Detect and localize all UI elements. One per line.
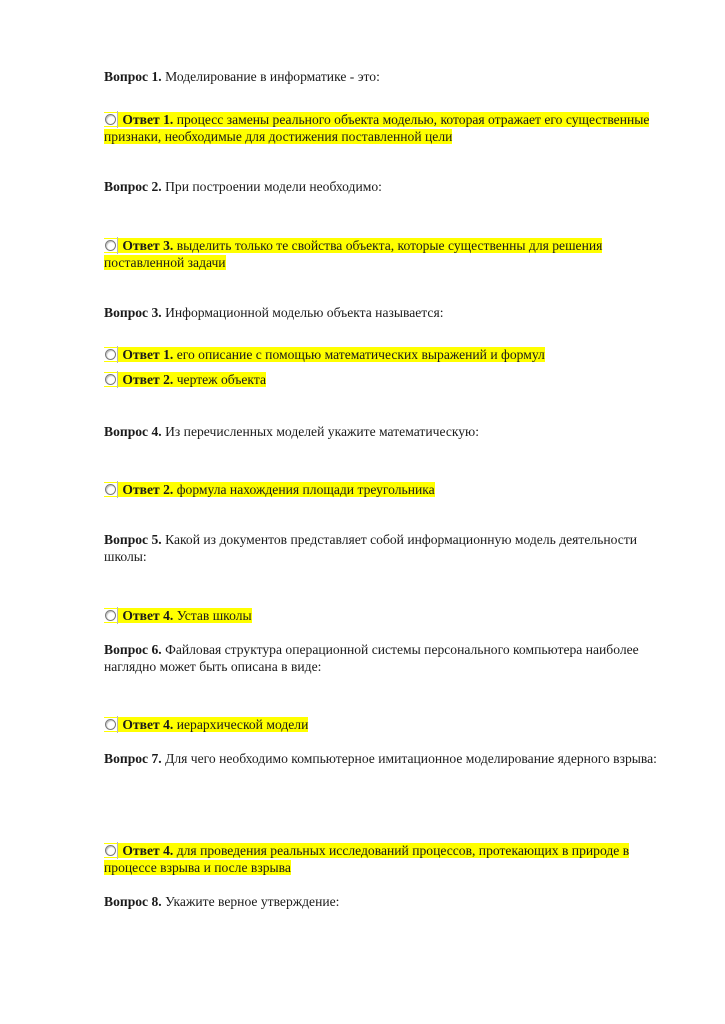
radio-button-icon[interactable] (104, 609, 117, 622)
answer-text: его описание с помощью математических выражений и формул (176, 347, 545, 362)
question-text: Для чего необходимо компьютерное имитационное моделирование ядерного взрыва: (165, 751, 657, 766)
answer-3-2 (104, 371, 674, 388)
answer-7-1 (104, 842, 674, 876)
answer-label: Ответ 2. (122, 372, 174, 387)
answer-2-1 (104, 237, 674, 271)
question-1 (104, 68, 674, 85)
answer-text: Устав школы (176, 608, 252, 623)
answer-text: для проведения реальных исследований процессов, протекающих в природе в процессе взрыва и после взрыва (104, 843, 630, 875)
answer-label: Ответ 2. (122, 482, 174, 497)
answer-label: Ответ 4. (122, 608, 174, 623)
radio-button-icon[interactable] (104, 348, 117, 361)
answer-5-1 (104, 607, 674, 624)
radio-button-icon[interactable] (104, 373, 117, 386)
answer-text: процесс замены реального объекта моделью, которая отражает его существенные признаки, необходимые для достижения поставленной цели (104, 112, 650, 144)
answer-text: формула нахождения площади треугольника (176, 482, 435, 497)
question-text: Информационной моделью объекта называется: (165, 305, 444, 320)
question-label: Вопрос 3. (104, 305, 162, 320)
answer-label: Ответ 1. (122, 112, 174, 127)
question-7 (104, 750, 674, 767)
question-label: Вопрос 7. (104, 751, 162, 766)
question-2 (104, 178, 674, 195)
question-text: Из перечисленных моделей укажите математическую: (165, 424, 479, 439)
answer-label: Ответ 4. (122, 717, 174, 732)
answer-label: Ответ 4. (122, 843, 174, 858)
question-label: Вопрос 8. (104, 894, 162, 909)
answer-label: Ответ 1. (122, 347, 174, 362)
question-text: Укажите верное утверждение: (165, 894, 340, 909)
question-label: Вопрос 1. (104, 69, 162, 84)
answer-4-1 (104, 481, 674, 498)
question-5 (104, 531, 674, 565)
radio-button-icon[interactable] (104, 113, 117, 126)
question-text: При построении модели необходимо: (165, 179, 382, 194)
answer-3-1 (104, 346, 674, 363)
question-text: Файловая структура операционной системы персонального компьютера наиболее наглядно может быть описана в виде: (104, 642, 639, 674)
question-text: Моделирование в информатике - это: (165, 69, 380, 84)
answer-text: иерархической модели (176, 717, 309, 732)
radio-button-icon[interactable] (104, 718, 117, 731)
question-label: Вопрос 5. (104, 532, 162, 547)
question-8 (104, 893, 674, 910)
answer-6-1 (104, 716, 674, 733)
answer-text: чертеж объекта (176, 372, 266, 387)
answer-text: выделить только те свойства объекта, которые существенны для решения поставленной задачи (104, 238, 603, 270)
question-6 (104, 641, 674, 675)
question-label: Вопрос 2. (104, 179, 162, 194)
answer-1-1 (104, 111, 674, 145)
question-3 (104, 304, 674, 321)
question-text: Какой из документов представляет собой информационную модель деятельности школы: (104, 532, 638, 564)
question-label: Вопрос 6. (104, 642, 162, 657)
answer-label: Ответ 3. (122, 238, 174, 253)
radio-button-icon[interactable] (104, 844, 117, 857)
radio-button-icon[interactable] (104, 483, 117, 496)
question-label: Вопрос 4. (104, 424, 162, 439)
question-4 (104, 423, 674, 440)
radio-button-icon[interactable] (104, 239, 117, 252)
